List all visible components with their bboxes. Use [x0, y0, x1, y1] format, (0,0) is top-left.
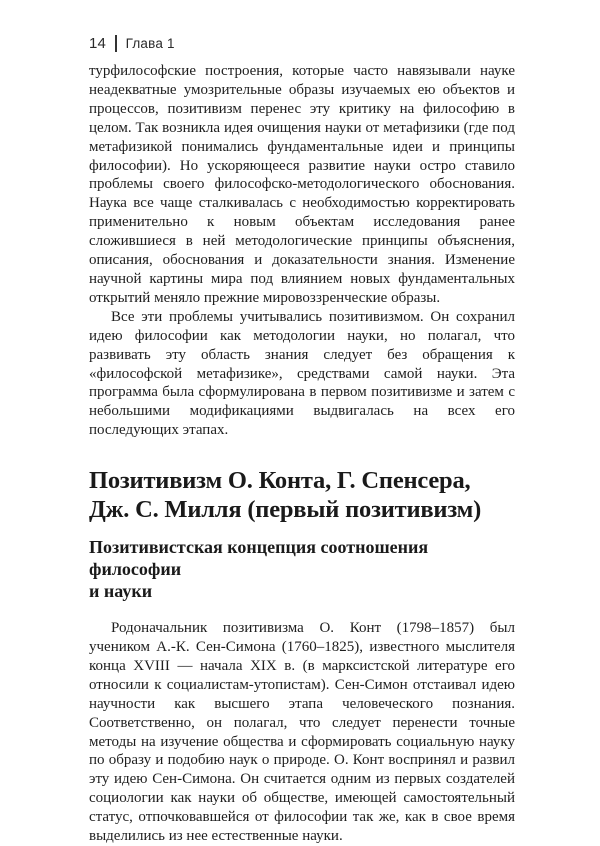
page-number: 14 [89, 34, 107, 52]
paragraph-continuation: турфилософские построения, которые часто навязывали науке неадекватные умозрительные образы изучаемых ею объектов и процессов, позитивизм перенес эту критику на философию в целом. Так возникла идея очищения науки от метафизики (где под метафизикой понимались фундаментальные идеи и принципы философии). Но ускоряющееся развитие науки остро ставило проблемы своего философско-методологического обоснования. Наука все чаще сталкивалась с необходимостью корректировать применительно к новым объектам исследования ранее сложившиеся в ней методологические принципы объяснения, описания, обоснования и доказательности знания. Изменение научной картины мира под влиянием новых фундаментальных открытий меняло прежние мировоззренческие образы. [89, 63, 515, 306]
section-heading [89, 466, 515, 524]
paragraph-comte: Родоначальник позитивизма О. Конт (1798–1857) был учеником А.-К. Сен-Симона (1760–1825), известного мыслителя конца XVIII — начала XIX в. (в марксистской литературе его относили к социалистам-утопистам). Сен-Симон отстаивал идею научности как высшего этапа человеческого познания. Соответственно, он полагал, что следует перенести точные методы на изучение общества и сформировать социальную науку по образу и подобию наук о природе. О. Конт воспринял и развил эту идею Сен-Симона. Он считается одним из первых создателей социологии как науки об обществе, имеющей самостоятельный статус, отпочковавшейся от философии так же, как в свое время выделились из нее естественные науки. [89, 620, 515, 845]
chapter-label: Глава 1 [125, 35, 175, 51]
body-text [89, 62, 515, 846]
section-heading-line-2: Дж. С. Милля (первый позитивизм) [89, 496, 482, 524]
header-separator [115, 35, 117, 52]
subsection-heading [89, 536, 515, 602]
section-heading-line-1: Позитивизм О. Конта, Г. Спенсера, [89, 467, 471, 495]
subsection-heading-line-2: и науки [89, 581, 153, 602]
paragraph-positivism-problems: Все эти проблемы учитывались позитивизмом. Он сохранил идею философии как методологии науки, но полагал, что развивать эту область знания следует без обращения к «философской метафизике», средствами самой науки. Эта программа была сформулирована в первом позитивизме и затем с небольшими модификациями выдвигалась на всех его последующих этапах. [89, 308, 515, 439]
subsection-heading-line-1: Позитивистская концепция соотношения философии [89, 537, 429, 580]
running-head [89, 33, 175, 53]
